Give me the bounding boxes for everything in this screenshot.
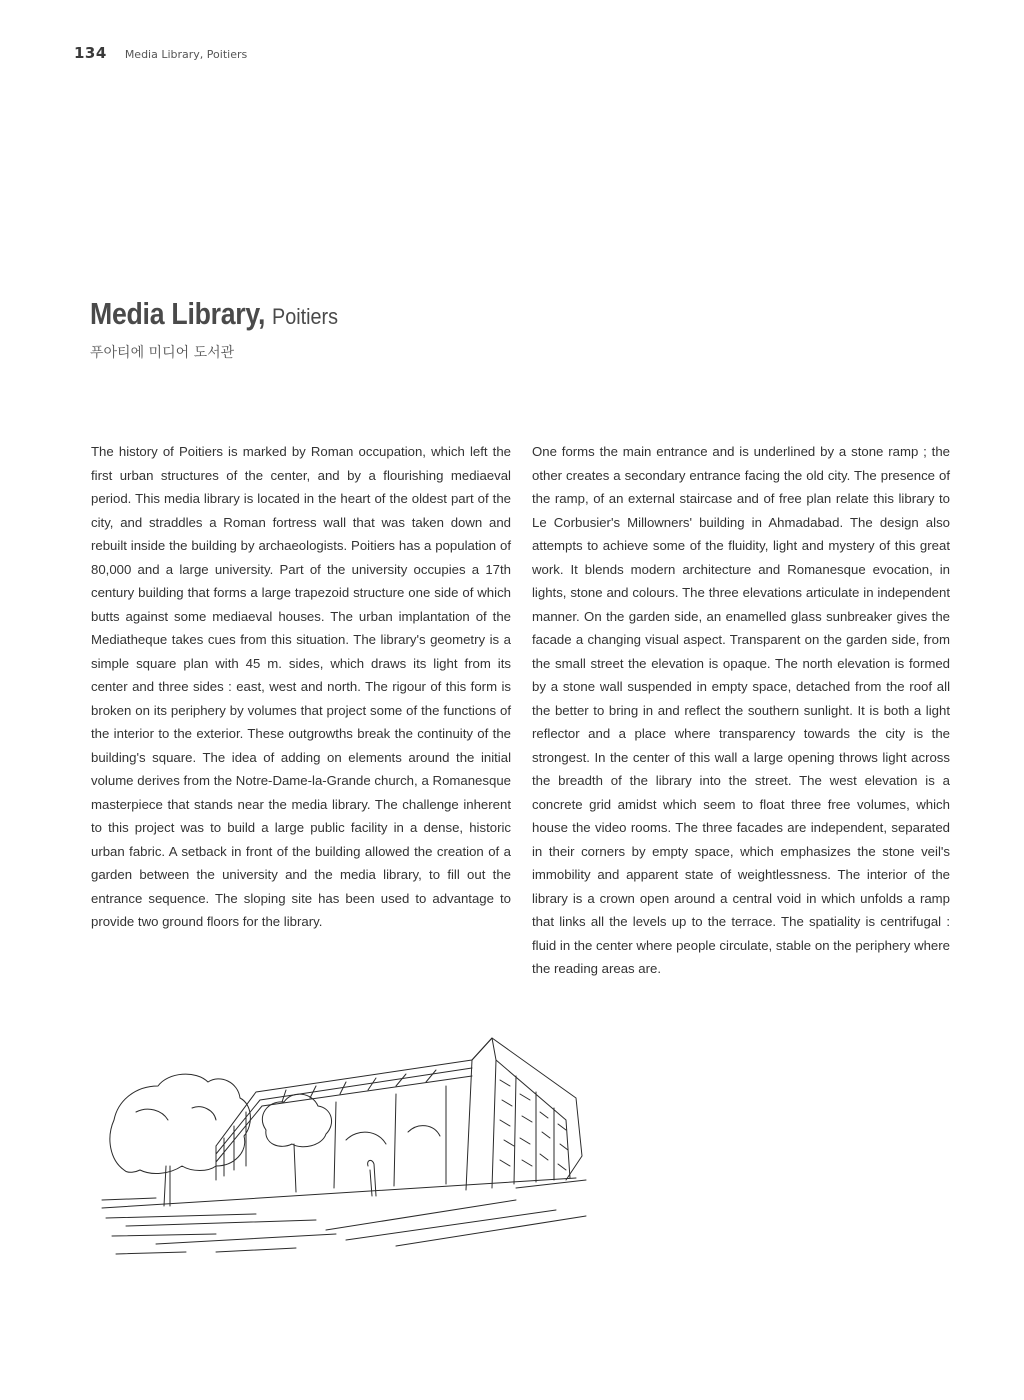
title-korean: 푸아티에 미디어 도서관 bbox=[90, 345, 235, 361]
body-column-right: One forms the main entrance and is underlined by a stone ramp ; the other creates a secondary entrance facing the old city. The presence of the ramp, of an external staircase and of free plan relate this library to Le Corbusier's Millowners' building in Ahmadabad. The design also attempts to achieve some of the fluidity, light and mystery of this great work. It blends modern architecture and Romanesque evocation, in lights, stone and colours. The three elevations articulate in independent manner. On the garden side, an enamelled glass sunbreaker gives the facade a changing visual aspect. Transparent on the garden side, from the small street the elevation is opaque. The north elevation is formed by a stone wall suspended in empty space, detached from the roof all the better to bring in and reflect the southern sunlight. It is both a light reflector and a place where transparency towards the city is the strongest. In the center of this wall a large opening throws light across the breadth of the library into the street. The west elevation is a concrete grid amidst which seem to float three free volumes, which house the video rooms. The three facades are independent, separated in their corners by empty space, which emphasizes the stone veil's immobility and apparent state of weightlessness. The interior of the library is a crown open around a central void in which unfolds a ramp that links all the levels up to the terrace. The spatiality is centrifugal : fluid in the center where people circulate, stable on the periphery where the reading areas are. bbox=[532, 444, 950, 976]
running-head bbox=[74, 44, 247, 62]
running-title: Media Library, Poitiers bbox=[124, 48, 248, 61]
title-block bbox=[90, 296, 345, 362]
architectural-sketch-icon bbox=[96, 1020, 596, 1265]
title-main: Media Library, bbox=[90, 296, 266, 331]
body-column-left: The history of Poitiers is marked by Roman occupation, which left the first urban structures of the center, and by a flourishing mediaeval period. This media library is located in the heart of the oldest part of the city, and straddles a Roman fortress wall that was taken down and rebuilt inside the building by archaeologists. Poitiers has a population of 80,000 and a large university. Part of the university occupies a 17th century building that forms a large trapezoid structure one side of which butts against some mediaeval houses. The urban implantation of the Mediatheque takes cues from this situation. The library's geometry is a simple square plan with 45 m. sides, which draws its light from its center and three sides : east, west and north. The rigour of this form is broken on its periphery by volumes that project some of the functions of the interior to the exterior. These outgrowths break the continuity of the building's square. The idea of adding on elements around the initial volume derives from the Notre-Dame-la-Grande church, a Romanesque masterpiece that stands near the media library. The challenge inherent to this project was to build a large public facility in a dense, historic urban fabric. A setback in front of the building allowed the creation of a garden between the university and the media library, to fill out the entrance sequence. The sloping site has been used to advantage to provide two ground floors for the library. bbox=[91, 444, 511, 929]
page-number: 134 bbox=[74, 44, 107, 62]
page-title bbox=[90, 296, 345, 332]
title-place: Poitiers bbox=[271, 304, 338, 329]
